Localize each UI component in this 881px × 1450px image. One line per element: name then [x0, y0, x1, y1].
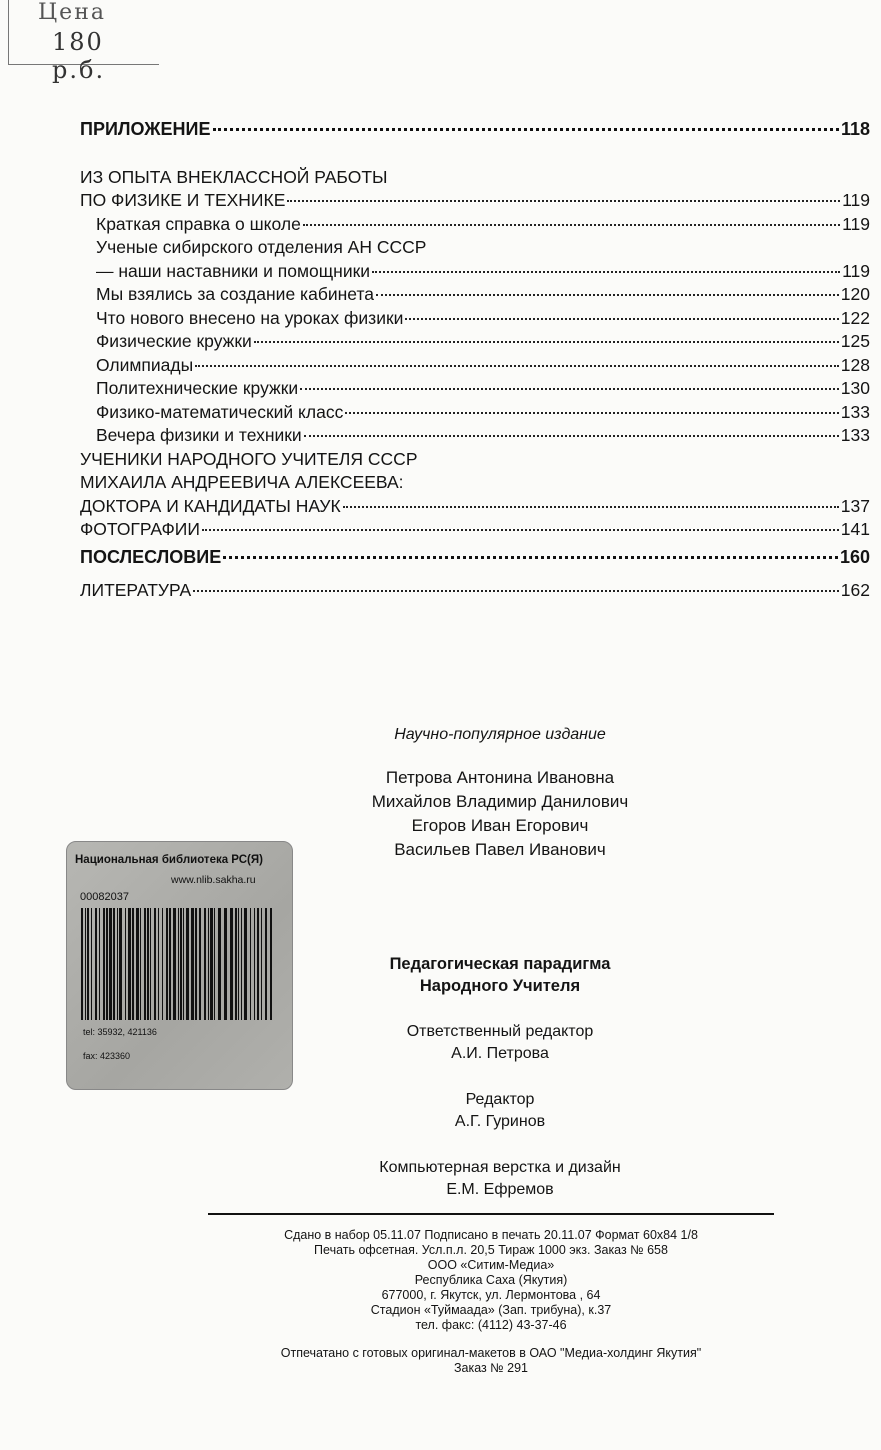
toc-entry: [80, 213, 870, 237]
publication-type: Научно-популярное издание: [394, 726, 606, 743]
toc-entry-title-line: Ученые сибирского отделения АН СССР: [96, 237, 427, 257]
toc-entry-title: Олимпиады: [96, 354, 194, 375]
barcode-bar: [154, 908, 156, 1020]
toc-entry-page: 119: [842, 213, 870, 234]
toc-entry-page: 160: [839, 546, 870, 567]
imprint-line: ООО «Ситим-Медиа»: [427, 1258, 555, 1272]
toc-entry-page: 119: [842, 190, 870, 210]
barcode-bar: [180, 908, 182, 1020]
barcode-bar: [238, 908, 239, 1020]
barcode-bar: [173, 908, 176, 1020]
imprint-line: Сдано в набор 05.11.07 Подписано в печать 20.11.07 Формат 60х84 1/8: [284, 1228, 698, 1242]
toc-entry: [80, 424, 870, 448]
toc-leader-dots: [300, 388, 839, 390]
toc-entry-page: 125: [840, 331, 870, 351]
credits: [290, 1021, 710, 1201]
barcode-bar: [103, 908, 105, 1020]
toc-entry-title: ЛИТЕРАТУРА: [80, 580, 192, 600]
library-tel: tel: 35932, 421136: [83, 1027, 157, 1037]
toc-entry-title: Физические кружки: [96, 331, 252, 351]
toc-entry-title: Политехнические кружки: [96, 378, 299, 398]
barcode-bar: [183, 908, 184, 1020]
barcode-bar: [169, 908, 171, 1020]
toc-leader-dots: [405, 318, 838, 320]
imprint-line: Стадион «Туймаада» (Зап. трибуна), к.37: [370, 1303, 612, 1317]
barcode-bar: [210, 908, 213, 1020]
barcode-bar: [91, 908, 92, 1020]
library-barcode-sticker: [66, 841, 293, 1090]
author-name: Петрова Антонина Ивановна: [385, 768, 615, 787]
barcode-bar: [204, 908, 206, 1020]
imprint-printed-line: Отпечатано с готовых оригинал-макетов в ОАО "Медиа-холдинг Якутия": [280, 1346, 702, 1360]
toc-leader-dots: [376, 294, 839, 296]
toc-entry: [80, 330, 870, 354]
toc-entry-page: 133: [840, 425, 870, 445]
barcode-icon: [79, 908, 275, 1020]
toc-section-title-line: ИЗ ОПЫТА ВНЕКЛАССНОЙ РАБОТЫ: [80, 166, 388, 187]
toc-entry-title: ПРИЛОЖЕНИЕ: [80, 119, 211, 139]
toc-entry-title: Что нового внесено на уроках физики: [96, 307, 404, 328]
toc-leader-dots: [223, 556, 838, 559]
barcode-bar: [109, 908, 112, 1020]
barcode-bar: [128, 908, 131, 1020]
barcode-bar: [261, 908, 262, 1020]
barcode-bar: [208, 908, 209, 1020]
imprint-order-line: Заказ № 291: [454, 1361, 528, 1375]
barcode-bar: [150, 908, 151, 1020]
toc-section-title-line: УЧЕНИКИ НАРОДНОГО УЧИТЕЛЯ СССР: [80, 448, 418, 469]
toc-entry: [80, 401, 870, 425]
imprint: [208, 1228, 774, 1376]
barcode-bar: [178, 908, 179, 1020]
toc-leader-dots: [287, 200, 840, 202]
toc-leader-dots: [254, 341, 839, 343]
toc-entry: [80, 260, 870, 284]
barcode-bar: [186, 908, 189, 1020]
library-name: Национальная библиотека РС(Я): [75, 854, 263, 866]
barcode-bar: [144, 908, 146, 1020]
barcode-bar: [265, 908, 267, 1020]
imprint-divider: [208, 1213, 774, 1215]
toc-entry-title: Физико-математический класс: [96, 401, 344, 422]
toc-leader-dots: [345, 412, 838, 414]
book-title-line: Педагогическая парадигма: [389, 955, 611, 973]
barcode-bar: [195, 908, 197, 1020]
handwritten-price-note: [8, 0, 166, 84]
toc-entry-section1: [80, 189, 870, 213]
toc-leader-dots: [213, 128, 839, 131]
toc-entry-page: 133: [840, 401, 870, 422]
credit-name: Е.М. Ефремов: [446, 1181, 554, 1198]
barcode-bar: [81, 908, 83, 1020]
toc-section-title-line: МИХАИЛА АНДРЕЕВИЧА АЛЕКСЕЕВА:: [80, 472, 404, 492]
credit-name: А.Г. Гуринов: [454, 1113, 546, 1130]
imprint-line: Республика Саха (Якутия): [414, 1273, 568, 1287]
toc-entry: [80, 354, 870, 378]
credit-label: Ответственный редактор: [406, 1023, 594, 1040]
toc-entry: [80, 283, 870, 307]
toc-entry-page: 162: [840, 580, 870, 600]
imprint-line: Печать офсетная. Усл.п.л. 20,5 Тираж 1000 экз. Заказ № 658: [314, 1243, 668, 1257]
toc-entry-page: 120: [840, 284, 870, 304]
barcode-bar: [224, 908, 227, 1020]
library-url: www.nlib.sakha.ru: [171, 874, 256, 886]
handwriting-line-1: Цена: [38, 0, 106, 25]
toc-leader-dots: [372, 271, 840, 273]
barcode-bar: [125, 908, 126, 1020]
barcode-bar: [119, 908, 122, 1020]
toc-entry-title: Краткая справка о школе: [96, 213, 301, 234]
table-of-contents: [80, 118, 870, 603]
barcode-bar: [99, 908, 100, 1020]
toc-leader-dots: [202, 529, 839, 531]
barcode-bar: [158, 908, 159, 1020]
author-name: Васильев Павел Иванович: [394, 840, 606, 859]
toc-entry-page: 137: [840, 495, 870, 516]
book-title: [290, 953, 710, 997]
barcode-bar: [95, 908, 97, 1020]
barcode-bar: [166, 908, 168, 1020]
credit-name: А.И. Петрова: [451, 1045, 549, 1062]
toc-entry-page: 122: [840, 307, 870, 328]
barcode-bar: [162, 908, 163, 1020]
imprint-line: тел. факс: (4112) 43-37-46: [415, 1318, 567, 1332]
toc-entry-afterword: [80, 546, 870, 570]
barcode-bar: [257, 908, 259, 1020]
toc-entry: [80, 307, 870, 331]
barcode-bar: [235, 908, 237, 1020]
barcode-bar: [254, 908, 255, 1020]
barcode-bar: [87, 908, 89, 1020]
toc-leader-dots: [343, 506, 839, 508]
toc-leader-dots: [193, 590, 839, 592]
toc-leader-dots: [195, 365, 839, 367]
toc-entry-appendix: [80, 118, 870, 142]
barcode-bar: [214, 908, 215, 1020]
library-code: 00082037: [80, 891, 129, 903]
barcode-bar: [136, 908, 139, 1020]
barcode-bar: [117, 908, 118, 1020]
author-list: [290, 766, 710, 862]
toc-leader-dots: [304, 435, 839, 437]
barcode-bar: [270, 908, 272, 1020]
toc-entry-title: ФОТОГРАФИИ: [80, 519, 200, 539]
toc-leader-dots: [303, 224, 840, 226]
library-fax: fax: 423360: [83, 1051, 131, 1061]
toc-entry-title: — наши наставники и помощники: [96, 260, 371, 281]
toc-entry-title: ДОКТОРА И КАНДИДАТЫ НАУК: [80, 495, 341, 516]
barcode-bar: [191, 908, 194, 1020]
barcode-bar: [113, 908, 115, 1020]
toc-entry-page: 119: [842, 260, 870, 281]
toc-entry-page: 128: [840, 354, 870, 375]
barcode-bar: [218, 908, 221, 1020]
barcode-bar: [244, 908, 247, 1020]
barcode-bar: [85, 908, 86, 1020]
barcode-bar: [106, 908, 108, 1020]
toc-entry-title: Вечера физики и техники: [96, 425, 302, 445]
author-name: Егоров Иван Егорович: [411, 816, 589, 835]
credit-label: Редактор: [465, 1091, 535, 1108]
barcode-bar: [140, 908, 141, 1020]
toc-entry-title: ПОСЛЕСЛОВИЕ: [80, 546, 222, 567]
barcode-bar: [230, 908, 233, 1020]
toc-entry-title: Мы взялись за создание кабинета: [96, 284, 374, 304]
barcode-bar: [250, 908, 251, 1020]
book-title-line: Народного Учителя: [419, 977, 581, 995]
toc-entry-page: 130: [840, 378, 870, 398]
imprint-line: 677000, г. Якутск, ул. Лермонтова , 64: [381, 1288, 601, 1302]
toc-entry-page: 118: [840, 119, 870, 139]
barcode-bar: [199, 908, 201, 1020]
toc-entry-section2: [80, 495, 870, 519]
barcode-bar: [241, 908, 242, 1020]
toc-entry-title: ПО ФИЗИКЕ И ТЕХНИКЕ: [80, 190, 286, 210]
handwriting-line-2: 180 р.б.: [52, 28, 106, 84]
toc-entry-page: 141: [840, 519, 870, 539]
barcode-bar: [147, 908, 149, 1020]
toc-entry-literature: [80, 579, 870, 603]
toc-entry-photos: [80, 518, 870, 542]
toc-entry: [80, 377, 870, 401]
credit-label: Компьютерная верстка и дизайн: [379, 1159, 621, 1176]
author-name: Михайлов Владимир Данилович: [371, 792, 629, 811]
barcode-bar: [132, 908, 134, 1020]
